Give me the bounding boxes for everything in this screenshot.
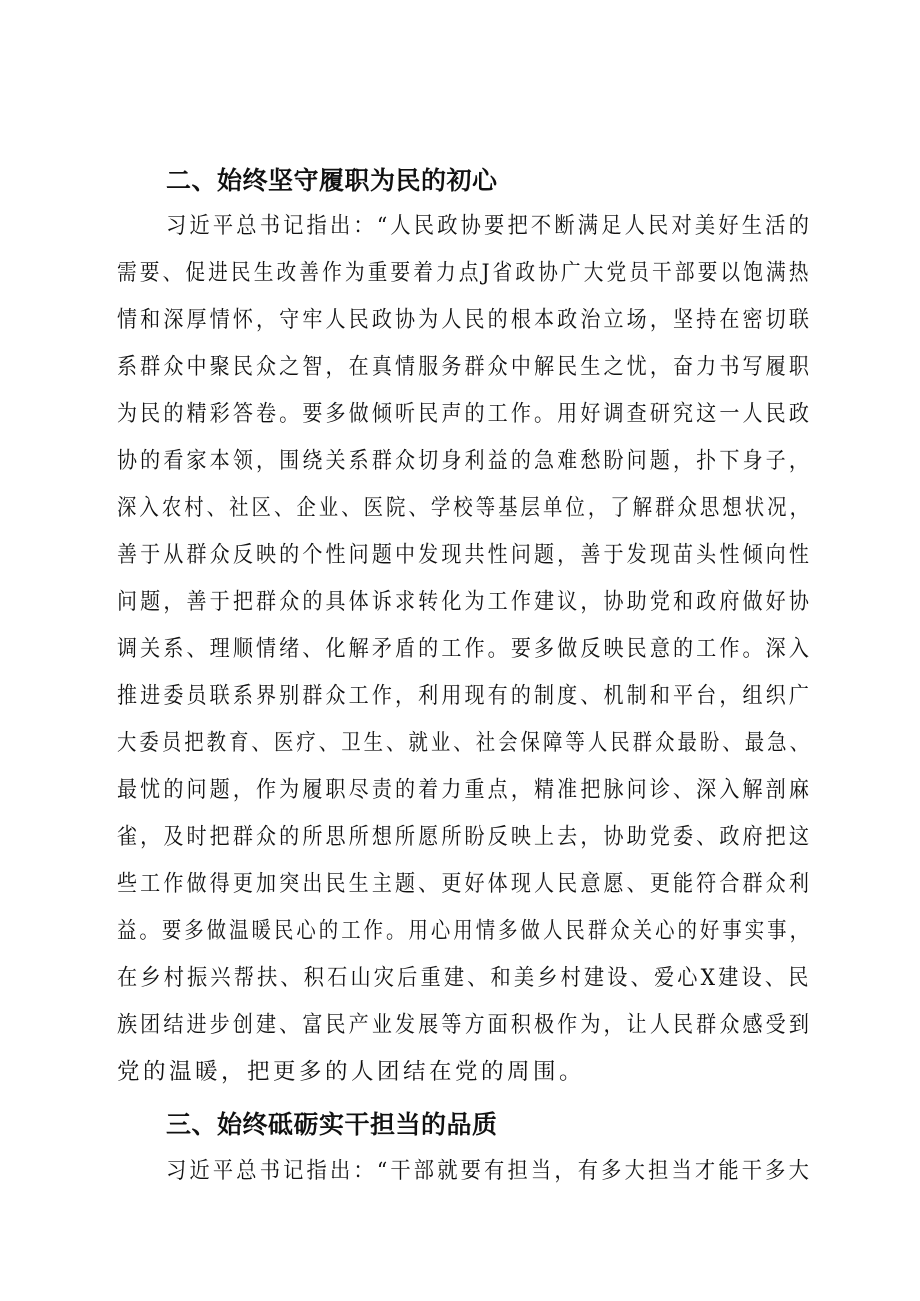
paragraph-line: 调关系、理顺情绪、化解矛盾的工作。要多做反映民意的工作。深入	[117, 636, 812, 662]
paragraph-line: 益。要多做温暖民心的工作。用心用情多做人民群众关心的好事实事，	[117, 918, 813, 944]
paragraph-line: 族团结进步创建、富民产业发展等方面积极作为，让人民群众感受到	[117, 1012, 812, 1038]
paragraph-line: 为民的精彩答卷。要多做倾听民声的工作。用好调查研究这一人民政	[117, 401, 812, 427]
paragraph-line: 推进委员联系界别群众工作，利用现有的制度、机制和平台，组织广	[117, 683, 812, 709]
paragraph-line: 党的温暖，把更多的人团结在党的周围。	[117, 1059, 586, 1085]
paragraph-line: 在乡村振兴帮扶、积石山灾后重建、和美乡村建设、爱心X建设、民	[117, 965, 812, 991]
paragraph-line: 习近平总书记指出：“干部就要有担当，有多大担当才能干多大	[166, 1158, 813, 1184]
paragraph-line: 情和深厚情怀，守牢人民政协为人民的根本政治立场，坚持在密切联	[117, 307, 812, 333]
paragraph-line: 习近平总书记指出：“人民政协要把不断满足人民对美好生活的	[166, 213, 813, 239]
paragraph-line: 需要、促进民生改善作为重要着力点J省政协广大党员干部要以饱满热	[117, 260, 812, 286]
section-heading-2: 二、始终坚守履职为民的初心	[166, 166, 498, 195]
paragraph-line: 些工作做得更加突出民生主题、更好体现人民意愿、更能符合群众利	[117, 871, 812, 897]
paragraph-line: 问题，善于把群众的具体诉求转化为工作建议，协助党和政府做好协	[117, 589, 812, 615]
paragraph-line: 最忧的问题，作为履职尽责的着力重点，精准把脉问诊、深入解剖麻	[117, 777, 812, 803]
paragraph-line: 大委员把教育、医疗、卫生、就业、社会保障等人民群众最盼、最急、	[117, 730, 813, 756]
paragraph-line: 深入农村、社区、企业、医院、学校等基层单位，了解群众思想状况，	[117, 495, 813, 521]
paragraph-line: 协的看家本领，围绕关系群众切身利益的急难愁盼问题，扑下身子，	[117, 448, 812, 474]
section-heading-3: 三、始终砥砺实干担当的品质	[166, 1110, 498, 1139]
paragraph-line: 系群众中聚民众之智，在真情服务群众中解民生之忧，奋力书写履职	[117, 354, 812, 380]
paragraph-line: 雀，及时把群众的所思所想所愿所盼反映上去，协助党委、政府把这	[117, 824, 812, 850]
paragraph-line: 善于从群众反映的个性问题中发现共性问题，善于发现苗头性倾向性	[117, 542, 812, 568]
